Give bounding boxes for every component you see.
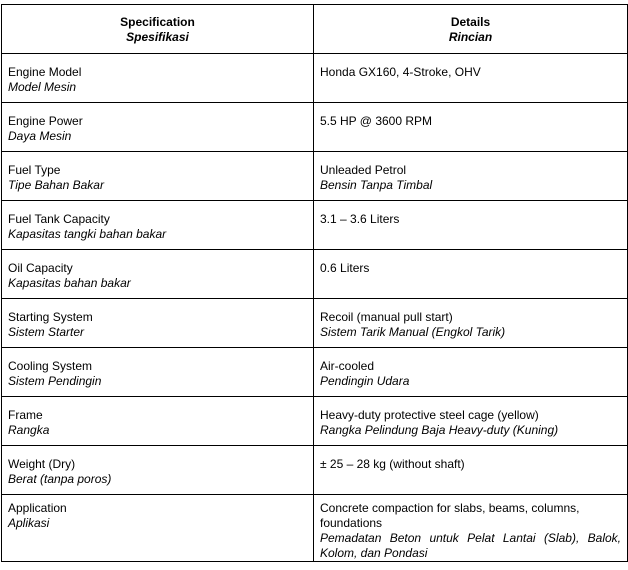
spec-en: Starting System: [8, 310, 93, 324]
detail-cell: [314, 201, 628, 250]
spec-cell: [2, 201, 314, 250]
header-spec-en: Specification: [120, 14, 195, 29]
detail-id: Rangka Pelindung Baja Heavy-duty (Kuning): [320, 423, 559, 437]
spec-id: Model Mesin: [8, 80, 77, 94]
spec-cell: [2, 103, 314, 152]
spec-id: Berat (tanpa poros): [8, 472, 112, 486]
spec-cell: [2, 299, 314, 348]
header-spec-id: Spesifikasi: [126, 29, 189, 44]
spec-en: Engine Power: [8, 114, 83, 128]
spec-id: Daya Mesin: [8, 129, 72, 143]
spec-cell: [2, 446, 314, 495]
spec-cell: [2, 495, 314, 562]
detail-cell: [314, 152, 628, 201]
table-row: [2, 201, 628, 250]
detail-en: 0.6 Liters: [320, 261, 370, 275]
table-row: [2, 299, 628, 348]
spec-en: Fuel Tank Capacity: [8, 212, 110, 226]
spec-cell: [2, 54, 314, 103]
detail-cell: [314, 348, 628, 397]
spec-en: Weight (Dry): [8, 457, 76, 471]
spec-en: Fuel Type: [8, 163, 61, 177]
spec-id: Aplikasi: [8, 516, 50, 530]
spec-cell: [2, 250, 314, 299]
detail-en: Concrete compaction for slabs, beams, columns, foundations: [320, 501, 580, 530]
table-row: [2, 54, 628, 103]
detail-id: Pendingin Udara: [320, 374, 410, 388]
spec-en: Frame: [8, 408, 43, 422]
header-details-en: Details: [450, 14, 491, 29]
spec-en: Engine Model: [8, 65, 82, 79]
table-row: [2, 348, 628, 397]
detail-en: ± 25 – 28 kg (without shaft): [320, 457, 465, 471]
detail-cell: [314, 446, 628, 495]
detail-cell: [314, 495, 628, 562]
detail-en: Air-cooled: [320, 359, 375, 373]
detail-cell: [314, 299, 628, 348]
detail-id: Bensin Tanpa Timbal: [320, 178, 433, 192]
detail-cell: [314, 250, 628, 299]
spec-cell: [2, 397, 314, 446]
spec-cell: [2, 348, 314, 397]
detail-cell: [314, 103, 628, 152]
detail-id: Sistem Tarik Manual (Engkol Tarik): [320, 325, 506, 339]
detail-en: Heavy-duty protective steel cage (yellow): [320, 408, 539, 422]
detail-cell: [314, 54, 628, 103]
spec-id: Kapasitas tangki bahan bakar: [8, 227, 167, 241]
spec-en: Application: [8, 501, 67, 515]
detail-id: Pemadatan Beton untuk Pelat Lantai (Slab), Balok, Kolom, dan Pondasi: [320, 531, 621, 560]
spec-id: Kapasitas bahan bakar: [8, 276, 131, 290]
header-row: [2, 5, 628, 54]
detail-cell: [314, 397, 628, 446]
table-row: [2, 250, 628, 299]
header-details: [314, 5, 628, 54]
spec-id: Sistem Pendingin: [8, 374, 102, 388]
table-row: [2, 152, 628, 201]
spec-id: Tipe Bahan Bakar: [8, 178, 104, 192]
table-row: [2, 495, 628, 562]
detail-en: Recoil (manual pull start): [320, 310, 453, 324]
spec-en: Oil Capacity: [8, 261, 73, 275]
detail-en: 3.1 – 3.6 Liters: [320, 212, 400, 226]
detail-en: Honda GX160, 4-Stroke, OHV: [320, 65, 481, 79]
spec-table: [1, 4, 628, 562]
spec-cell: [2, 152, 314, 201]
header-specification: [2, 5, 314, 54]
table-row: [2, 103, 628, 152]
spec-id: Rangka: [8, 423, 50, 437]
detail-en: Unleaded Petrol: [320, 163, 407, 177]
table-row: [2, 397, 628, 446]
spec-id: Sistem Starter: [8, 325, 85, 339]
detail-en: 5.5 HP @ 3600 RPM: [320, 114, 433, 128]
header-details-id: Rincian: [448, 29, 493, 44]
spec-en: Cooling System: [8, 359, 93, 373]
table-row: [2, 446, 628, 495]
